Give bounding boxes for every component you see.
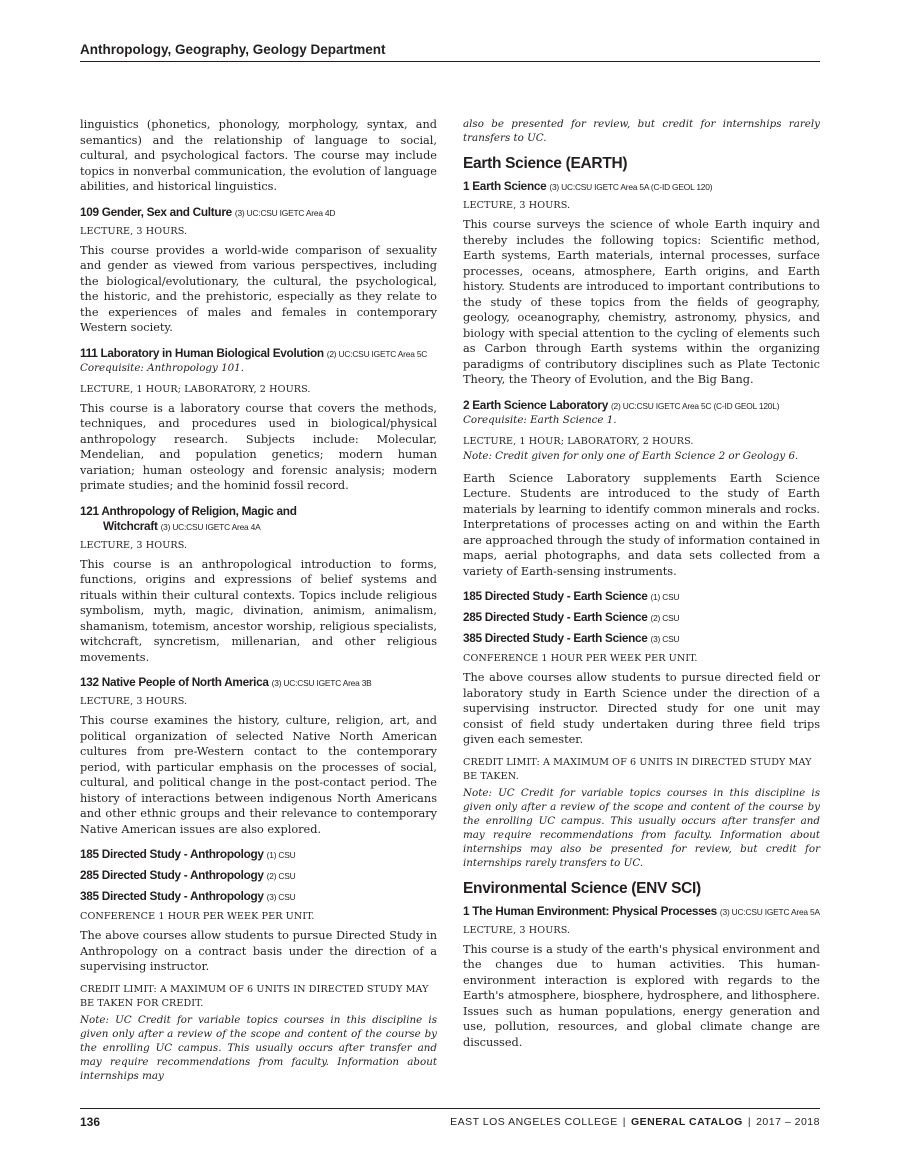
course-hours: CONFERENCE 1 HOUR PER WEEK PER UNIT. xyxy=(463,653,698,664)
page-header: Anthropology, Geography, Geology Department xyxy=(80,42,820,62)
credit-limit: CREDIT LIMIT: A MAXIMUM OF 6 UNITS IN DIRECTED STUDY MAY BE TAKEN. xyxy=(463,756,812,782)
course-description: This course examines the history, culture, religion, art, and political organization of selected Native North American cultures from pre-Western contact to the contemporary period, with particular emphasis on the processes of social, cultural, and political change in the post-contact period. The history of interactions between indigenous North Americans and other ethnic groups and their relevance to contemporary Native American issues are also explored. xyxy=(80,714,437,836)
course-hours: CONFERENCE 1 HOUR PER WEEK PER UNIT. xyxy=(80,911,315,922)
credit-limit: CREDIT LIMIT: A MAXIMUM OF 6 UNITS IN DIRECTED STUDY MAY BE TAKEN FOR CREDIT. xyxy=(80,983,429,1009)
left-column xyxy=(80,117,437,1087)
right-column xyxy=(463,117,820,1054)
course-hours: LECTURE, 1 HOUR; LABORATORY, 2 HOURS. xyxy=(80,383,311,395)
course-hours: LECTURE, 3 HOURS. xyxy=(80,225,188,237)
footer-separator: | xyxy=(622,1116,626,1128)
catalog-name: GENERAL CATALOG xyxy=(630,1116,743,1128)
section-title-earth-science: Earth Science (EARTH) xyxy=(463,155,628,172)
section-title-environmental-science: Environmental Science (ENV SCI) xyxy=(463,879,701,897)
course-description: This course is a laboratory course that covers the methods, techniques, and procedures used in biological/physical anthropology research. Subjects include: Molecular, Mendelian, and population genetics; modern human variation; human osteology and forensic analysis; modern primate studies; and the hominid fossil record. xyxy=(80,401,437,492)
course-description: The above courses allow students to pursue Directed Study in Anthropology on a contract basis under the direction of a supervising instructor. xyxy=(80,929,437,973)
course-title-121: 121 Anthropology of Religion, Magic and Witchcraft (3) UC:CSU IGETC Area 4A xyxy=(80,503,297,533)
course-description: This course is a study of the earth's physical environment and the changes due to human activities. This human-environment interaction is explored with regards to the Earth's atmosphere, biosphere, hydrosphere, and lithosphere. Issues such as human populations, energy generation and use, pollution, resources, and global climate change are discussed. xyxy=(463,942,820,1049)
course-hours: LECTURE, 3 HOURS. xyxy=(463,924,571,936)
course-description: The above courses allow students to pursue directed field or laboratory study in Earth Science under the direction of a supervising instructor. Directed study for one unit may consist of field study undertaken during three field trips given each semester. xyxy=(463,671,820,746)
course-title-earth-285: 285 Directed Study - Earth Science (2) CSU xyxy=(463,610,680,624)
course-hours: LECTURE, 3 HOURS. xyxy=(80,539,188,551)
uc-credit-note: Note: UC Credit for variable topics courses in this discipline is given only after a review of the scope and content of the course by the enrolling UC campus. This usually occurs after transfer and may require recommendations from faculty. Information about internships may xyxy=(80,1013,437,1082)
course-description: This course is an anthropological introduction to forms, functions, origins and expressions of belief systems and rituals within their cultural contexts. Topics include religious symbolism, myth, magic, divination, animism, animalism, shamanism, totemism, ancestor worship, religious specialists, witchcraft, syncretism, millenarian, and other religious movements. xyxy=(80,557,437,664)
footer-catalog-info xyxy=(450,1116,820,1128)
corequisite: Corequisite: Earth Science 1. xyxy=(463,413,617,426)
page-number: 136 xyxy=(80,1115,101,1129)
intro-paragraph: linguistics (phonetics, phonology, morphology, syntax, and semantics) and the relationship of language to social, cultural, and psychological factors. The course may include topics in nonverbal communication, the evolution of language abilities, and historical linguistics. xyxy=(80,118,437,193)
course-description: Earth Science Laboratory supplements Earth Science Lecture. Students are introduced to the study of Earth materials by learning to identify common minerals and rocks. Interpretations of processes acting on and within the Earth are approached through the study of information contained in maps, aerial photographs, and data sets collected from a variety of Earth-sensing instruments. xyxy=(463,471,820,578)
course-title-185: 185 Directed Study - Anthropology (1) CSU xyxy=(80,847,296,861)
course-title-env-1: 1 The Human Environment: Physical Processes (3) UC:CSU IGETC Area 5A xyxy=(463,903,820,918)
corequisite: Corequisite: Anthropology 101. xyxy=(80,361,245,374)
course-title-earth-1: 1 Earth Science (3) UC:CSU IGETC Area 5A (C-ID GEOL 120) xyxy=(463,179,713,193)
course-title-earth-185: 185 Directed Study - Earth Science (1) CSU xyxy=(463,589,680,603)
credit-note: Note: Credit given for only one of Earth Science 2 or Geology 6. xyxy=(463,449,799,462)
course-title-111: 111 Laboratory in Human Biological Evolution (2) UC:CSU IGETC Area 5C xyxy=(80,345,428,360)
catalog-years: 2017 – 2018 xyxy=(756,1116,820,1128)
course-title-385: 385 Directed Study - Anthropology (3) CSU xyxy=(80,889,296,903)
course-hours: LECTURE, 1 HOUR; LABORATORY, 2 HOURS. xyxy=(463,435,694,447)
course-title-285: 285 Directed Study - Anthropology (2) CSU xyxy=(80,868,296,882)
college-name: EAST LOS ANGELES COLLEGE xyxy=(450,1116,618,1128)
footer-rule xyxy=(80,1108,820,1109)
course-title-earth-2: 2 Earth Science Laboratory (2) UC:CSU IGETC Area 5C (C-ID GEOL 120L) xyxy=(463,397,780,412)
course-description: This course provides a world-wide comparison of sexuality and gender as viewed from various perspectives, including the biological/evolutionary, the cultural, the psychological, the historic, and the prehistoric, especially as they relate to the experiences of males and females in contemporary Western society. xyxy=(80,243,437,334)
uc-credit-note-continued: also be presented for review, but credit for internships rarely transfers to UC. xyxy=(463,118,820,144)
footer-separator: | xyxy=(747,1116,752,1128)
course-title-earth-385: 385 Directed Study - Earth Science (3) CSU xyxy=(463,631,680,645)
course-title-132: 132 Native People of North America (3) UC:CSU IGETC Area 3B xyxy=(80,675,372,689)
uc-credit-note: Note: UC Credit for variable topics courses in this discipline is given only after a review of the scope and content of the course by the enrolling UC campus. This usually occurs after transfer and may require recommendations from faculty. Information about internships may also be presented for review, but credit for internships rarely transfers to UC. xyxy=(463,786,820,869)
course-title-109: 109 Gender, Sex and Culture (3) UC:CSU IGETC Area 4D xyxy=(80,204,336,219)
course-hours: LECTURE, 3 HOURS. xyxy=(463,200,571,211)
course-hours: LECTURE, 3 HOURS. xyxy=(80,696,188,707)
course-description: This course surveys the science of whole Earth inquiry and thereby includes the following topics: Scientific method, Earth systems, Earth materials, internal processes, surface processes, oceans, atmosphere, Earth origins, and Earth history. Students are introduced to important contributions to the study of these topics from the fields of geography, geology, oceanography, chemistry, astronomy, physics, and biology with special attention to the cycling of elements such as Carbon through Earth systems within the organizing paradigms of contributory disciplines such as Plate Tectonic Theory, the Theory of Evolution, and the Big Bang. xyxy=(463,218,820,386)
